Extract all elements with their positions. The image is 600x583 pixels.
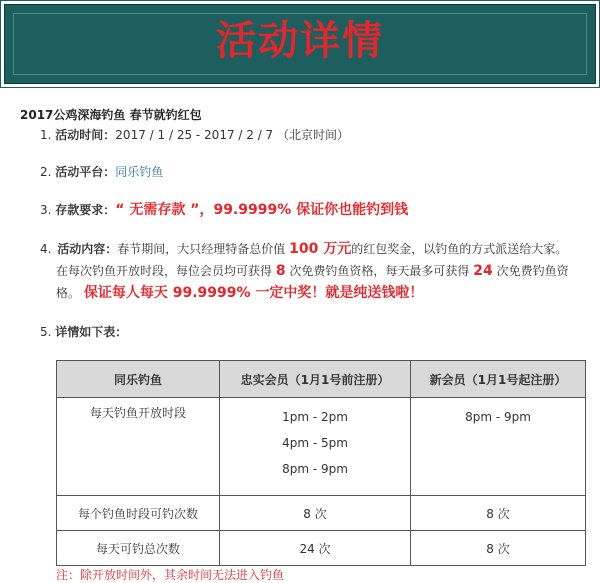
loyal-hours (220, 398, 411, 496)
hours-slot: 4pm - 5pm (282, 436, 348, 450)
content-text: 春节期间，大只经理特备总价值 (117, 242, 286, 256)
promo-title: 2017公鸡深海钓鱼 春节就钓红包 (20, 108, 202, 122)
content-text: 在每次钓鱼开放时段，每位会员均可获得 (56, 264, 273, 278)
item-deposit (40, 200, 408, 220)
new-value: 8 次 (411, 531, 586, 566)
item-number: 4. (40, 242, 52, 256)
table-header-row (57, 361, 586, 398)
table-header: 忠实会员（1月1号前注册） (220, 361, 411, 398)
deposit-highlight: “ 无需存款 ”，99.9999% 保证你也能钓到钱 (115, 202, 409, 218)
item-content (40, 238, 585, 304)
content-text: 格。 (56, 286, 81, 300)
content-text: 的红包奖金，以钓鱼的方式派送给大家。 (351, 242, 568, 256)
table-header: 同乐钓鱼 (57, 361, 220, 398)
item-platform (40, 162, 163, 182)
item-label: 活动内容： (57, 242, 118, 256)
details-table (56, 360, 586, 566)
platform-link[interactable]: 同乐钓鱼 (115, 165, 164, 179)
loyal-value: 8 次 (220, 496, 411, 531)
item-number: 5. (40, 325, 52, 339)
hours-slot: 1pm - 2pm (282, 410, 348, 424)
item-label: 活动时间： (55, 128, 116, 142)
content-highlight: 保证每人每天 99.9999% 一定中奖！就是纯送钱啦！ (83, 285, 424, 301)
header-banner (4, 4, 596, 84)
footnote: 注：除开放时间外，其余时间无法进入钓鱼 (56, 568, 285, 582)
item-number: 1. (40, 128, 52, 142)
item-label: 存款要求： (55, 203, 116, 217)
row-label: 每天钓鱼开放时段 (57, 398, 220, 496)
content-amount: 100 万元 (289, 241, 352, 257)
item-label: 活动平台： (55, 165, 116, 179)
content-text: 次免费钓鱼资格，每天最多可获得 (289, 264, 470, 278)
row-label: 每个钓鱼时段可钓次数 (57, 496, 220, 531)
page-title: 活动详情 (216, 17, 384, 64)
content-text: 次免费钓鱼资 (496, 264, 569, 278)
hours-slot: 8pm - 9pm (282, 462, 348, 476)
hours-slot: 8pm - 9pm (465, 410, 531, 424)
table-row (57, 398, 586, 496)
table-row (57, 531, 586, 566)
item-number: 3. (40, 203, 52, 217)
item-value: 2017 / 1 / 25 - 2017 / 2 / 7 （北京时间） (115, 128, 350, 142)
new-value: 8 次 (411, 496, 586, 531)
content-count: 24 (473, 263, 493, 279)
table-row (57, 496, 586, 531)
item-table-intro (40, 322, 127, 342)
new-hours (411, 398, 586, 496)
item-number: 2. (40, 165, 52, 179)
item-label: 详情如下表： (55, 325, 128, 339)
table-header: 新会员（1月1号起注册） (411, 361, 586, 398)
item-time (40, 125, 349, 145)
row-label: 每天可钓总次数 (57, 531, 220, 566)
loyal-value: 24 次 (220, 531, 411, 566)
content-count: 8 (275, 263, 286, 279)
